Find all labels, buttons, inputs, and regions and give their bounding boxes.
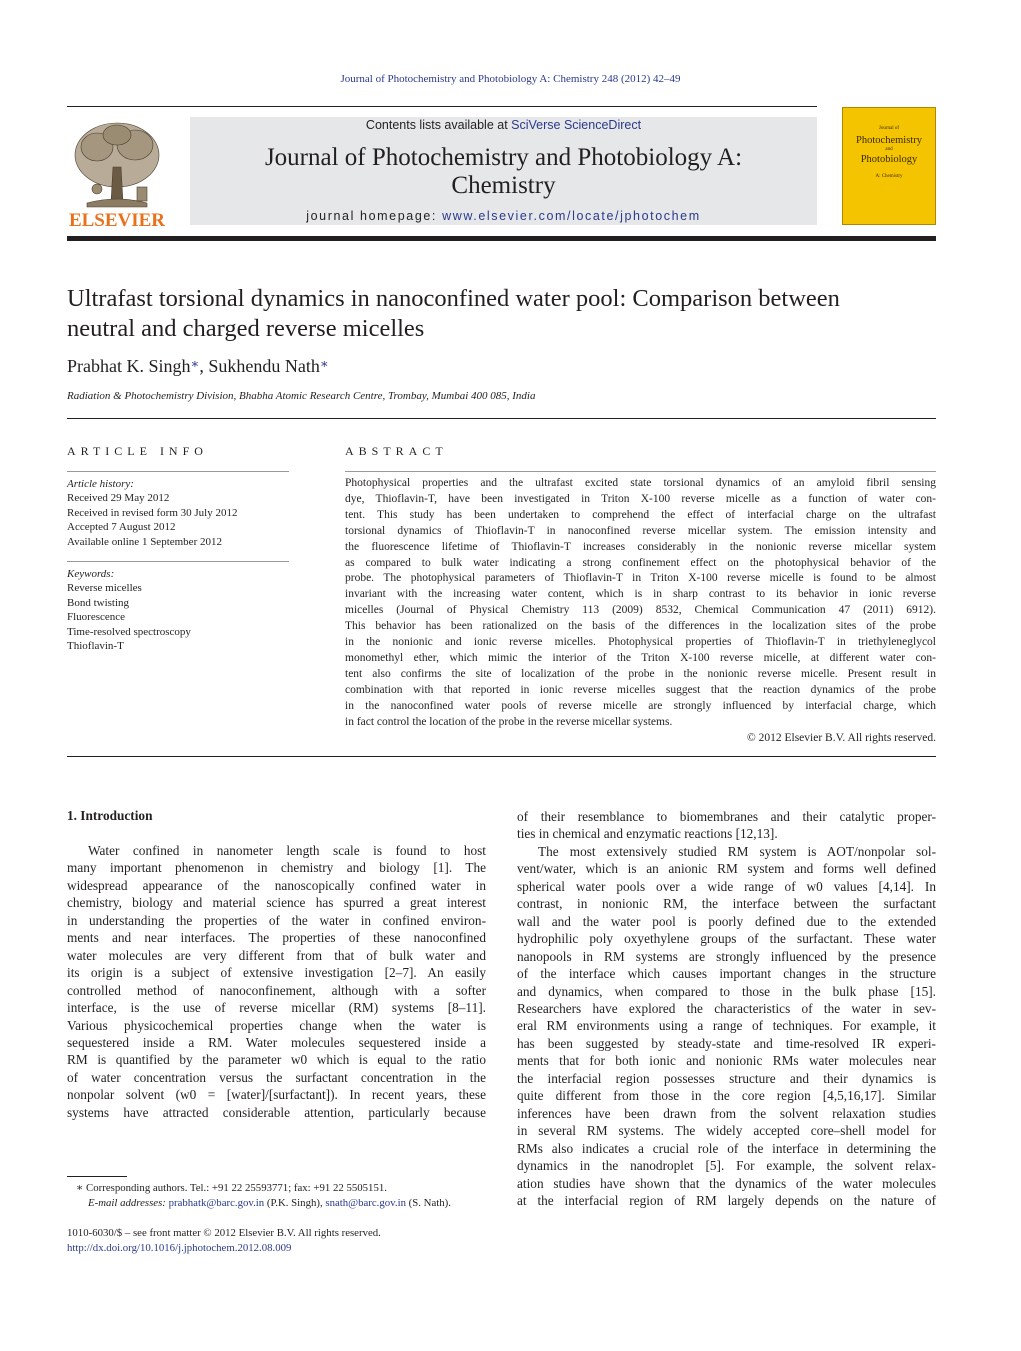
keyword: Bond twisting <box>67 596 130 609</box>
history-item: Accepted 7 August 2012 <box>67 521 176 534</box>
elsevier-logo <box>67 117 167 231</box>
email-footnote: E-mail addresses: prabhatk@barc.gov.in (P.K. Singh), snath@barc.gov.in (S. Nath). <box>88 1197 451 1209</box>
copyright: © 2012 Elsevier B.V. All rights reserved. <box>747 732 936 744</box>
section-rule <box>67 418 936 419</box>
intro-heading: 1. Introduction <box>67 808 153 823</box>
elsevier-wordmark: ELSEVIER <box>68 210 166 231</box>
contents-line: Contents lists available at SciVerse ScienceDirect <box>365 118 642 132</box>
doi-link[interactable]: http://dx.doi.org/10.1016/j.jphotochem.2012.08.009 <box>67 1242 292 1254</box>
abstract-heading: ABSTRACT <box>345 444 448 458</box>
intro-right-column: of their resemblance to biomembranes and their catalytic proper- ties in chemical and enzymatic reactions [12,13]. The most extensively studied RM system is AOT/nonpolar sol- vent/water, which is an anionic RM system and forms well defined spherical water pools over a wide range of w0 values [4,14]. In contrast, in nonionic RM, the interface between the surfactant wall and the water pool is poorly defined due to the extended hydrophilic poly oxyethylene groups of the surfactant. These water nanopools in RM systems are strongly influenced by the presence of the interface which causes important changes in the structure and dynamics, when compared to those in the bulk phase [15]. Researchers have explored the characteristics of the water in sev- eral RM environments using a range of techniques. For example, it has been suggested by steady-state and time-resolved IR experi- ments that for both ionic and nonionic RMs water molecules near the interfacial region possesses structure and their dynamics is quite different from those in the core region [4,5,16,17]. Similar inferences have been drawn from the solvent relaxation studies in several RM systems. The widely accepted core–shell model for RMs also indicates a crucial role of the interface in determining the dynamics in the nanodroplet [5]. For example, the solvent relax- ation studies have shown that the dynamics of the water molecules at the interfacial region of RM largely depends on the nature of <box>517 809 936 1208</box>
email-link-nath[interactable]: snath@barc.gov.in <box>325 1197 406 1209</box>
history-item: Received in revised form 30 July 2012 <box>67 506 238 519</box>
corresponding-mark[interactable]: ∗ <box>190 356 200 371</box>
author-nath: Sukhendu Nath <box>208 356 320 376</box>
sciencedirect-link[interactable]: SciVerse ScienceDirect <box>511 118 642 132</box>
intro-left-column: Water confined in nanometer length scale is found to host many important phenomenon in chemistry and biology [1]. The widespread appearance of the nanoscopically confined water in chemistry, biology and material science has spurred a great interest in understanding the properties of the water in confined environ- ments and near interfaces. The properties of these nanoconfined water molecules are very different from that of bulk water and its origin is a subject of extensive investigation [2–7]. An easily controlled method of nanoconfinement, although with a softer interface, is the use of reverse micellar (RM) systems [8–11]. Various physicochemical properties change when the water is sequestered inside a RM. Water molecules sequestered inside a RM is quantified by the parameter w0 which is equal to the ratio of water concentration versus the surfactant concentration in the nonpolar solvent (w0 = [water]/[surfactant]). In recent years, these systems have attracted considerable attention, particularly because <box>67 843 486 1120</box>
article-title: Ultrafast torsional dynamics in nanoconfined water pool: Comparison between neutral and charged reverse micelles <box>67 285 840 342</box>
journal-cover: Journal of Photochemistry and Photobiology A: Chemistry <box>842 107 936 225</box>
keyword: Reverse micelles <box>67 582 142 595</box>
footnote-rule <box>67 1176 127 1177</box>
keyword: Thioflavin-T <box>67 640 124 653</box>
article-history: Article history: Received 29 May 2012 Received in revised form 30 July 2012 Accepted 7 August 2012 Available online 1 September 2012 <box>67 477 289 549</box>
header-thick-rule <box>67 236 936 241</box>
corresponding-footnote: ∗ Corresponding authors. Tel.: +91 22 25593771; fax: +91 22 5505151. <box>76 1182 387 1194</box>
keyword: Time-resolved spectroscopy <box>67 625 191 638</box>
article-info-heading: ARTICLE INFO <box>67 444 208 458</box>
corresponding-mark[interactable]: ∗ <box>319 356 329 371</box>
info-rule <box>67 471 289 472</box>
email-link-singh[interactable]: prabhatk@barc.gov.in <box>168 1197 265 1209</box>
running-head[interactable]: Journal of Photochemistry and Photobiology A: Chemistry 248 (2012) 42–49 <box>340 73 681 85</box>
affiliation: Radiation & Photochemistry Division, Bhabha Atomic Research Centre, Trombay, Mumbai 400 085, India <box>67 390 536 402</box>
keyword: Fluorescence <box>67 611 126 624</box>
header-rule <box>67 106 817 107</box>
issn-line: 1010-6030/$ – see front matter © 2012 Elsevier B.V. All rights reserved. <box>67 1227 381 1239</box>
keywords-rule <box>67 561 289 562</box>
author-list: Prabhat K. Singh∗, Sukhendu Nath∗ <box>67 356 329 376</box>
history-item: Received 29 May 2012 <box>67 492 170 505</box>
journal-title: Journal of Photochemistry and Photobiology A: Chemistry <box>264 144 743 199</box>
abstract-text: Photophysical properties and the ultrafast excited state torsional dynamics of an amyloid fibril sensing dye, Thioflavin-T, have been investigated in Triton X-100 reverse micelle as a function of water con- tent. This study has been undertaken to comprehend the effect of interfacial charge on the ultrafast torsional dynamics of Thioflavin-T in nanoconfined reverse micellar system. The emission intensity and the fluorescence lifetime of Thioflavin-T increases considerably in the nonionic reverse micellar system as compared to bulk water indicating a strong confinement effect on the photophysical behavior of the probe. The photophysical parameters of Thioflavin-T in Triton X-100 reverse micelle is found to be almost invariant with the increasing water content, which is in sharp contrast to its behavior in ionic reverse micelles (Journal of Physical Chemistry 113 (2009) 8532, Chemical Communication 47 (2011) 6912). This behavior has been rationalized on the basis of the differences in the localization sites of the probe in the nonionic and ionic reverse micelles. Photophysical properties of Thioflavin-T in triethyleneglycol monomethyl ether, which mimic the interior of the Triton X-100 reverse micelle, at different water con- tent also confirms the site of localization of the probe in the nonionic reverse micelle. Present result in combination with that reported in ionic reverse micelles suggest that the reaction dynamics of the probe in the nanoconfined water pools of reverse micelle are strongly influenced by interfacial charge, which in fact control the location of the probe in the reverse micellar systems. <box>345 477 936 728</box>
journal-homepage: journal homepage: www.elsevier.com/locate/jphotochem <box>306 209 701 223</box>
history-item: Available online 1 September 2012 <box>67 535 222 548</box>
author-singh: Prabhat K. Singh <box>67 356 191 376</box>
homepage-link[interactable]: www.elsevier.com/locate/jphotochem <box>442 209 701 223</box>
abstract-rule <box>345 471 936 472</box>
keywords: Keywords: Reverse micelles Bond twisting Fluorescence Time-resolved spectroscopy Thioflavin-T <box>67 567 289 653</box>
abstract-bottom-rule <box>67 756 936 757</box>
